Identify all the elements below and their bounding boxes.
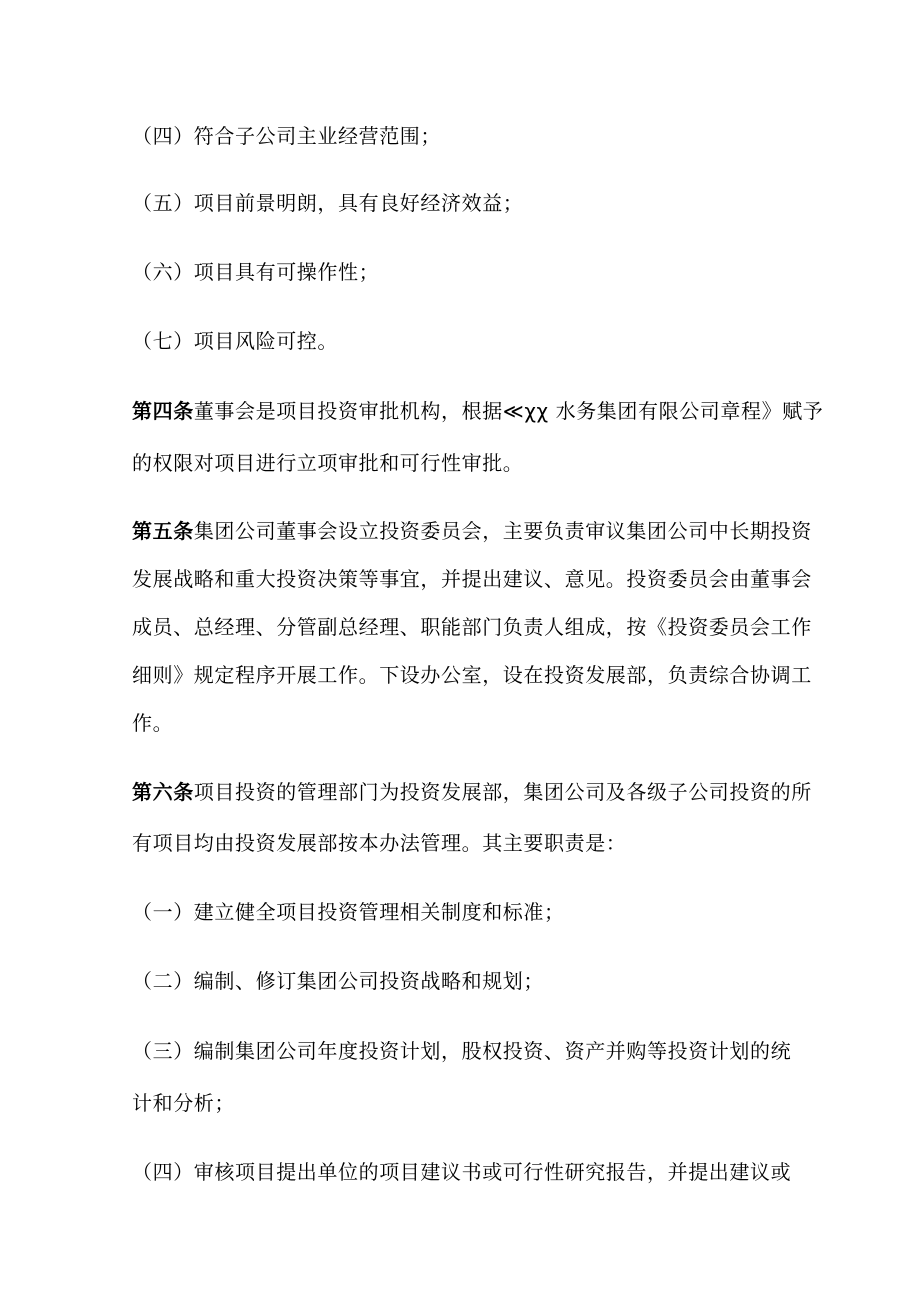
article-4-line-1 <box>132 399 823 423</box>
article-6-line-1 <box>132 780 812 804</box>
list-item: （六）项目具有可操作性； <box>132 260 380 284</box>
article-5-line-1 <box>132 519 812 543</box>
article-6-text: 项目投资的管理部门为投资发展部，集团公司及各级子公司投资的所 <box>193 780 812 804</box>
article-4-line-2: 的权限对项目进行立项审批和可行性审批。 <box>132 451 524 475</box>
list-item: （三）编制集团公司年度投资计划，股权投资、资产并购等投资计划的统 <box>132 1039 792 1063</box>
article-5-line-5: 作。 <box>132 711 174 735</box>
list-item: （四）审核项目提出单位的项目建议书或可行性研究报告，并提出建议或 <box>132 1160 792 1184</box>
list-item: （五）项目前景明朗，具有良好经济效益； <box>132 191 524 215</box>
article-5-heading: 第五条 <box>132 519 194 543</box>
article-4-text: 董事会是项目投资审批机构，根据≪χχ 水务集团有限公司章程》赋予 <box>193 399 824 423</box>
list-item: （四）符合子公司主业经营范围； <box>132 124 441 148</box>
list-item: （七）项目风险可控。 <box>132 329 338 353</box>
article-5-text: 集团公司董事会设立投资委员会，主要负责审议集团公司中长期投资 <box>193 519 812 543</box>
article-6-line-2: 有项目均由投资发展部按本办法管理。其主要职责是： <box>132 831 627 855</box>
article-4-heading: 第四条 <box>132 399 194 423</box>
article-5-line-3: 成员、总经理、分管副总经理、职能部门负责人组成，按《投资委员会工作 <box>132 615 812 639</box>
list-item: （二）编制、修订集团公司投资战略和规划； <box>132 969 544 993</box>
article-6-heading: 第六条 <box>132 780 194 804</box>
article-5-line-2: 发展战略和重大投资决策等事宜，并提出建议、意见。投资委员会由董事会 <box>132 567 812 591</box>
list-item: （一）建立健全项目投资管理相关制度和标准； <box>132 900 565 924</box>
article-5-line-4: 细则》规定程序开展工作。下设办公室，设在投资发展部，负责综合协调工 <box>132 663 812 687</box>
list-item-continuation: 计和分析； <box>132 1091 235 1115</box>
